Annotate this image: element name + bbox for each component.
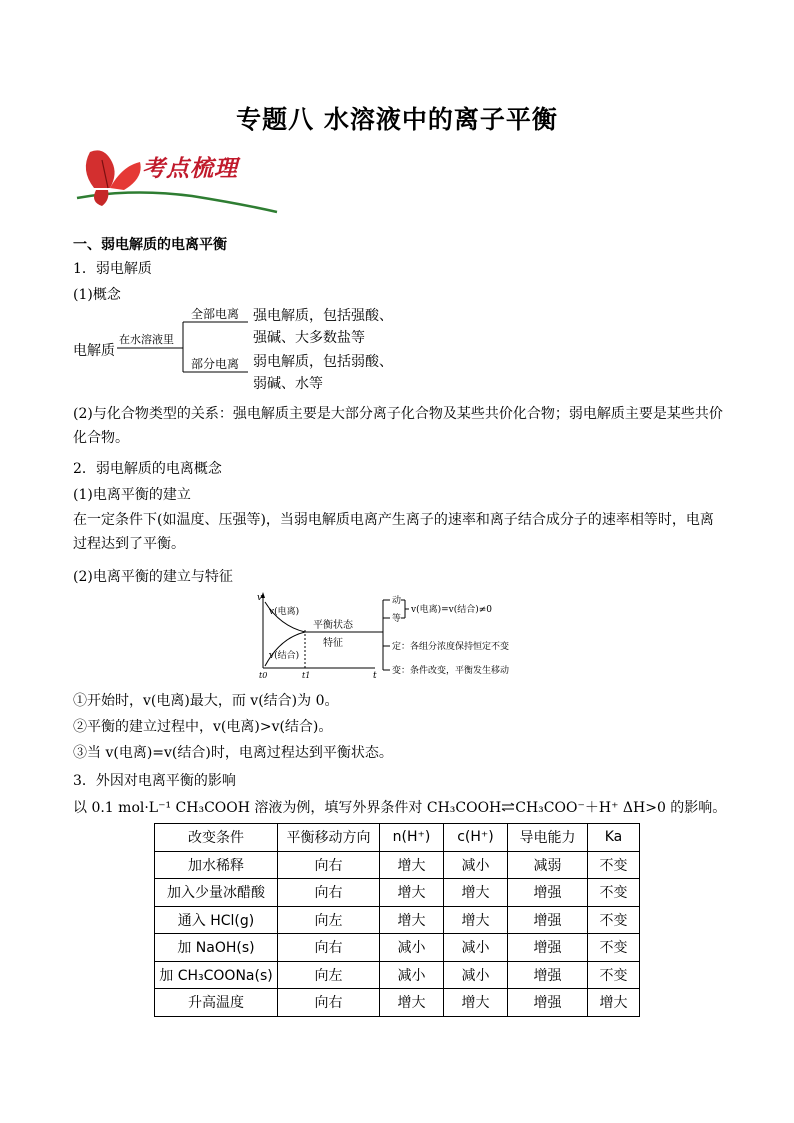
full-result-line2: 强碱、大多数盐等: [253, 330, 365, 346]
table-cell: 不变: [588, 961, 640, 989]
curve-combine-label: v(结合): [269, 651, 300, 661]
table-cell: 增强: [508, 879, 588, 907]
table-cell: 增强: [508, 906, 588, 934]
section-banner: 考点梳理: [142, 155, 238, 182]
paragraph: (2)与化合物类型的关系：强电解质主要是大部分离子化合物及某些共价化合物；弱电解质主要是某些共价化合物。: [73, 406, 723, 446]
table-cell: 不变: [588, 879, 640, 907]
paragraph: 在一定条件下(如温度、压强等)，当弱电解质电离产生离子的速率和离子结合成分子的速率相等时，电离过程达到了平衡。: [73, 512, 714, 552]
table-cell: 不变: [588, 906, 640, 934]
table-cell: 加入少量冰醋酸: [155, 879, 278, 907]
feature-bian: 变：条件改变，平衡发生移动: [392, 666, 510, 676]
table-cell: 增大: [588, 989, 640, 1017]
table-cell: 减小: [444, 934, 508, 962]
t0-label: t0: [259, 671, 268, 680]
table-cell: 向左: [278, 906, 380, 934]
feature-deng: 等: [392, 614, 402, 624]
table-header: Ka: [588, 824, 640, 852]
table-cell: 增大: [380, 879, 444, 907]
feature-label: 特征: [323, 638, 343, 649]
table-intro-part-a: 以 0.1 mol·L⁻¹ CH₃COOH 溶液为例，填写外界条件对 CH₃COOH: [73, 800, 502, 816]
table-cell: 加 CH₃COONa(s): [155, 961, 278, 989]
table-intro-part-b: CH₃COO⁻＋H⁺ ΔH>0 的影响。: [515, 800, 727, 816]
table-row: [155, 851, 640, 879]
point-item: ②平衡的建立过程中，v(电离)>v(结合)。: [73, 719, 333, 735]
table-cell: 增大: [444, 989, 508, 1017]
curve-ionize-label: v(电离): [269, 607, 300, 617]
table-cell: 向右: [278, 989, 380, 1017]
subheading: (1)电离平衡的建立: [73, 487, 191, 503]
table-cell: 增强: [508, 989, 588, 1017]
table-cell: 增大: [444, 906, 508, 934]
x-axis-label: t: [373, 671, 377, 680]
y-axis-label: v: [257, 593, 263, 603]
table-cell: 增强: [508, 961, 588, 989]
table-header: c(H⁺): [444, 824, 508, 852]
point-item: ③当 v(电离)=v(结合)时，电离过程达到平衡状态。: [73, 745, 393, 761]
table-cell: 向右: [278, 851, 380, 879]
table-cell: 减小: [380, 961, 444, 989]
subheading: (1)概念: [73, 287, 121, 303]
table-cell: 加水稀释: [155, 851, 278, 879]
part-result-line1: 弱电解质，包括弱酸、: [253, 354, 393, 370]
table-intro: [73, 797, 726, 817]
table-header-row: [155, 824, 640, 852]
table-header: 平衡移动方向: [278, 824, 380, 852]
table-row: [155, 989, 640, 1017]
table-cell: 向右: [278, 934, 380, 962]
t1-label: t1: [302, 671, 311, 680]
table-cell: 向左: [278, 961, 380, 989]
condition-effects-table: [154, 823, 640, 1017]
table-cell: 加 NaOH(s): [155, 934, 278, 962]
point-item: ①开始时，v(电离)最大，而 v(结合)为 0。: [73, 693, 339, 709]
table-header: 导电能力: [508, 824, 588, 852]
table-cell: 减弱: [508, 851, 588, 879]
table-cell: 通入 HCl(g): [155, 906, 278, 934]
table-cell: 增大: [380, 906, 444, 934]
branch-part-label: 部分电离: [191, 357, 240, 371]
table-header: 改变条件: [155, 824, 278, 852]
table-cell: 增大: [380, 989, 444, 1017]
subheading: 2．弱电解质的电离概念: [73, 461, 222, 477]
table-cell: 不变: [588, 851, 640, 879]
table-cell: 不变: [588, 934, 640, 962]
branch-full-label: 全部电离: [191, 307, 240, 321]
table-row: [155, 934, 640, 962]
subheading: (2)电离平衡的建立与特征: [73, 569, 233, 585]
feature-dong: 动: [392, 596, 402, 606]
part-result-line2: 弱碱、水等: [253, 376, 323, 392]
equilibrium-arrow-icon: [501, 800, 515, 816]
section-heading: 一、弱电解质的电离平衡: [73, 237, 227, 253]
table-cell: 增强: [508, 934, 588, 962]
ionization-equilibrium-graph: [255, 590, 545, 680]
table-row: [155, 961, 640, 989]
table-cell: 增大: [380, 851, 444, 879]
feature-ding: 定：各组分浓度保持恒定不变: [392, 642, 510, 652]
electrolyte-classification-diagram: [73, 300, 413, 392]
page-title: 专题八 水溶液中的离子平衡: [236, 105, 558, 134]
subheading: 1．弱电解质: [73, 261, 152, 277]
table-cell: 减小: [380, 934, 444, 962]
full-result-line1: 强电解质，包括强酸、: [253, 308, 393, 324]
table-cell: 升高温度: [155, 989, 278, 1017]
table-cell: 增大: [444, 879, 508, 907]
table-cell: 减小: [444, 851, 508, 879]
table-row: [155, 879, 640, 907]
eq-state-label: 平衡状态: [313, 620, 353, 631]
table-cell: 减小: [444, 961, 508, 989]
table-cell: 向右: [278, 879, 380, 907]
diagram-condition: 在水溶液里: [119, 333, 174, 346]
table-row: [155, 906, 640, 934]
subheading: 3．外因对电离平衡的影响: [73, 773, 236, 789]
table-header: n(H⁺): [380, 824, 444, 852]
diagram-root: 电解质: [73, 343, 115, 359]
feature-deng-text: v(电离)=v(结合)≠0: [411, 605, 493, 615]
